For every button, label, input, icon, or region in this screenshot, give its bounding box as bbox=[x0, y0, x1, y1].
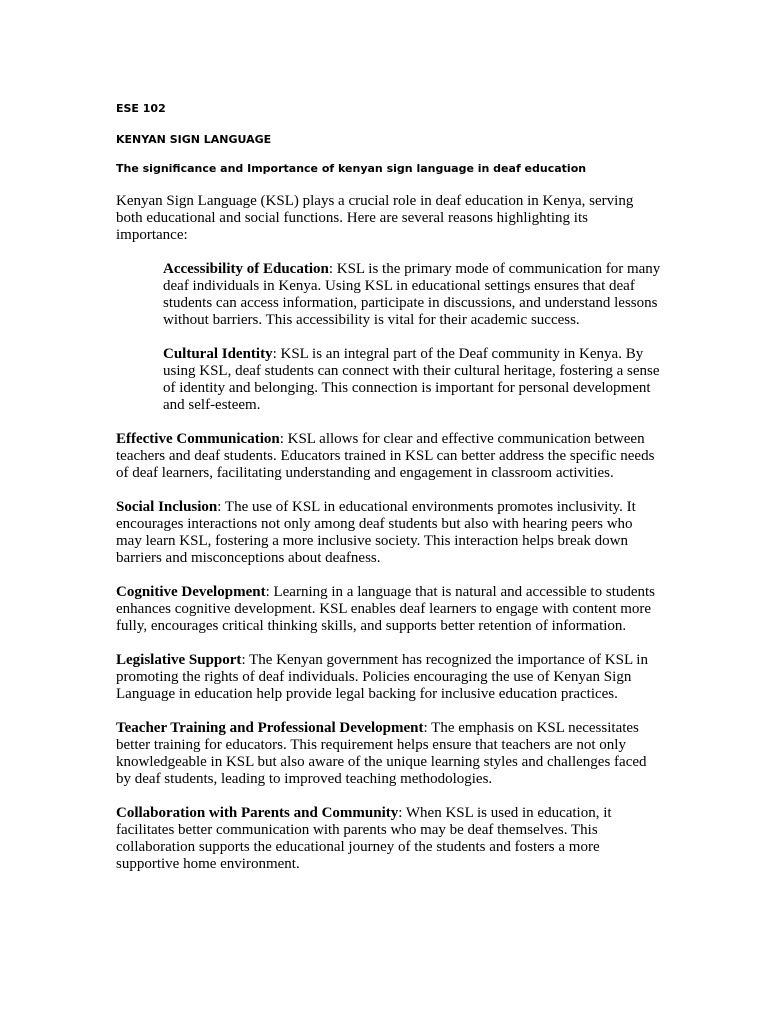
point-heading: Teacher Training and Professional Development bbox=[116, 720, 424, 736]
point-text: : KSL is the primary mode of communication for many deaf individuals in Kenya. Using KSL in educational settings ensures that deaf students can access information, participate in discussions, and understand lessons without barriers. This accessibility is vital for their academic success. bbox=[163, 261, 661, 328]
course-code: ESE 102 bbox=[116, 102, 166, 115]
point-heading: Cognitive Development bbox=[116, 584, 266, 600]
intro-paragraph: Kenyan Sign Language (KSL) plays a crucial role in deaf education in Kenya, serving both educational and social functions. Here are several reasons highlighting its importance: bbox=[116, 193, 634, 243]
point-text: : The use of KSL in educational environments promotes inclusivity. It encourages interactions not only among deaf students but also with hearing peers who may learn KSL, fostering a more inclusive society. This interaction helps break down barriers and misconceptions about deafness. bbox=[116, 499, 636, 566]
point-effective-communication bbox=[116, 431, 656, 482]
point-social-inclusion bbox=[116, 499, 656, 567]
point-accessibility bbox=[163, 261, 666, 329]
point-teacher-training bbox=[116, 720, 656, 788]
point-cultural-identity bbox=[163, 346, 666, 414]
point-text: : The emphasis on KSL necessitates better training for educators. This requirement helps ensure that teachers are not only knowledgeable in KSL but also aware of the unique learning styles and challenges faced by deaf students, leading to improved teaching methodologies. bbox=[116, 720, 647, 787]
point-heading: Social Inclusion bbox=[116, 499, 218, 515]
document-title: KENYAN SIGN LANGUAGE bbox=[116, 133, 272, 146]
point-heading: Cultural Identity bbox=[163, 346, 273, 362]
document-body bbox=[116, 193, 661, 890]
point-text: : KSL allows for clear and effective communication between teachers and deaf students. Educators trained in KSL can better address the specific needs of deaf learners, facilitating understanding and engagement in classroom activities. bbox=[116, 431, 655, 481]
point-heading: Effective Communication bbox=[116, 431, 280, 447]
point-heading: Accessibility of Education bbox=[163, 261, 329, 277]
point-text: : The Kenyan government has recognized the importance of KSL in promoting the rights of deaf individuals. Policies encouraging the use of Kenyan Sign Language in education help provide legal backing for inclusive education practices. bbox=[116, 652, 648, 702]
point-text: : KSL is an integral part of the Deaf community in Kenya. By using KSL, deaf students can connect with their cultural heritage, fostering a sense of identity and belonging. This connection is important for personal development and self-esteem. bbox=[163, 346, 660, 413]
point-legislative-support bbox=[116, 652, 656, 703]
document-subtitle: The significance and Importance of kenyan sign language in deaf education bbox=[116, 162, 587, 175]
point-heading: Legislative Support bbox=[116, 652, 242, 668]
point-cognitive-development bbox=[116, 584, 656, 635]
point-heading: Collaboration with Parents and Community bbox=[116, 805, 399, 821]
point-text: : Learning in a language that is natural and accessible to students enhances cognitive development. KSL enables deaf learners to engage with content more fully, encourages critical thinking skills, and supports better retention of information. bbox=[116, 584, 656, 634]
point-collaboration bbox=[116, 805, 656, 873]
point-text: : When KSL is used in education, it facilitates better communication with parents who may be deaf themselves. This collaboration supports the educational journey of the students and fosters a more supportive home environment. bbox=[116, 805, 612, 872]
